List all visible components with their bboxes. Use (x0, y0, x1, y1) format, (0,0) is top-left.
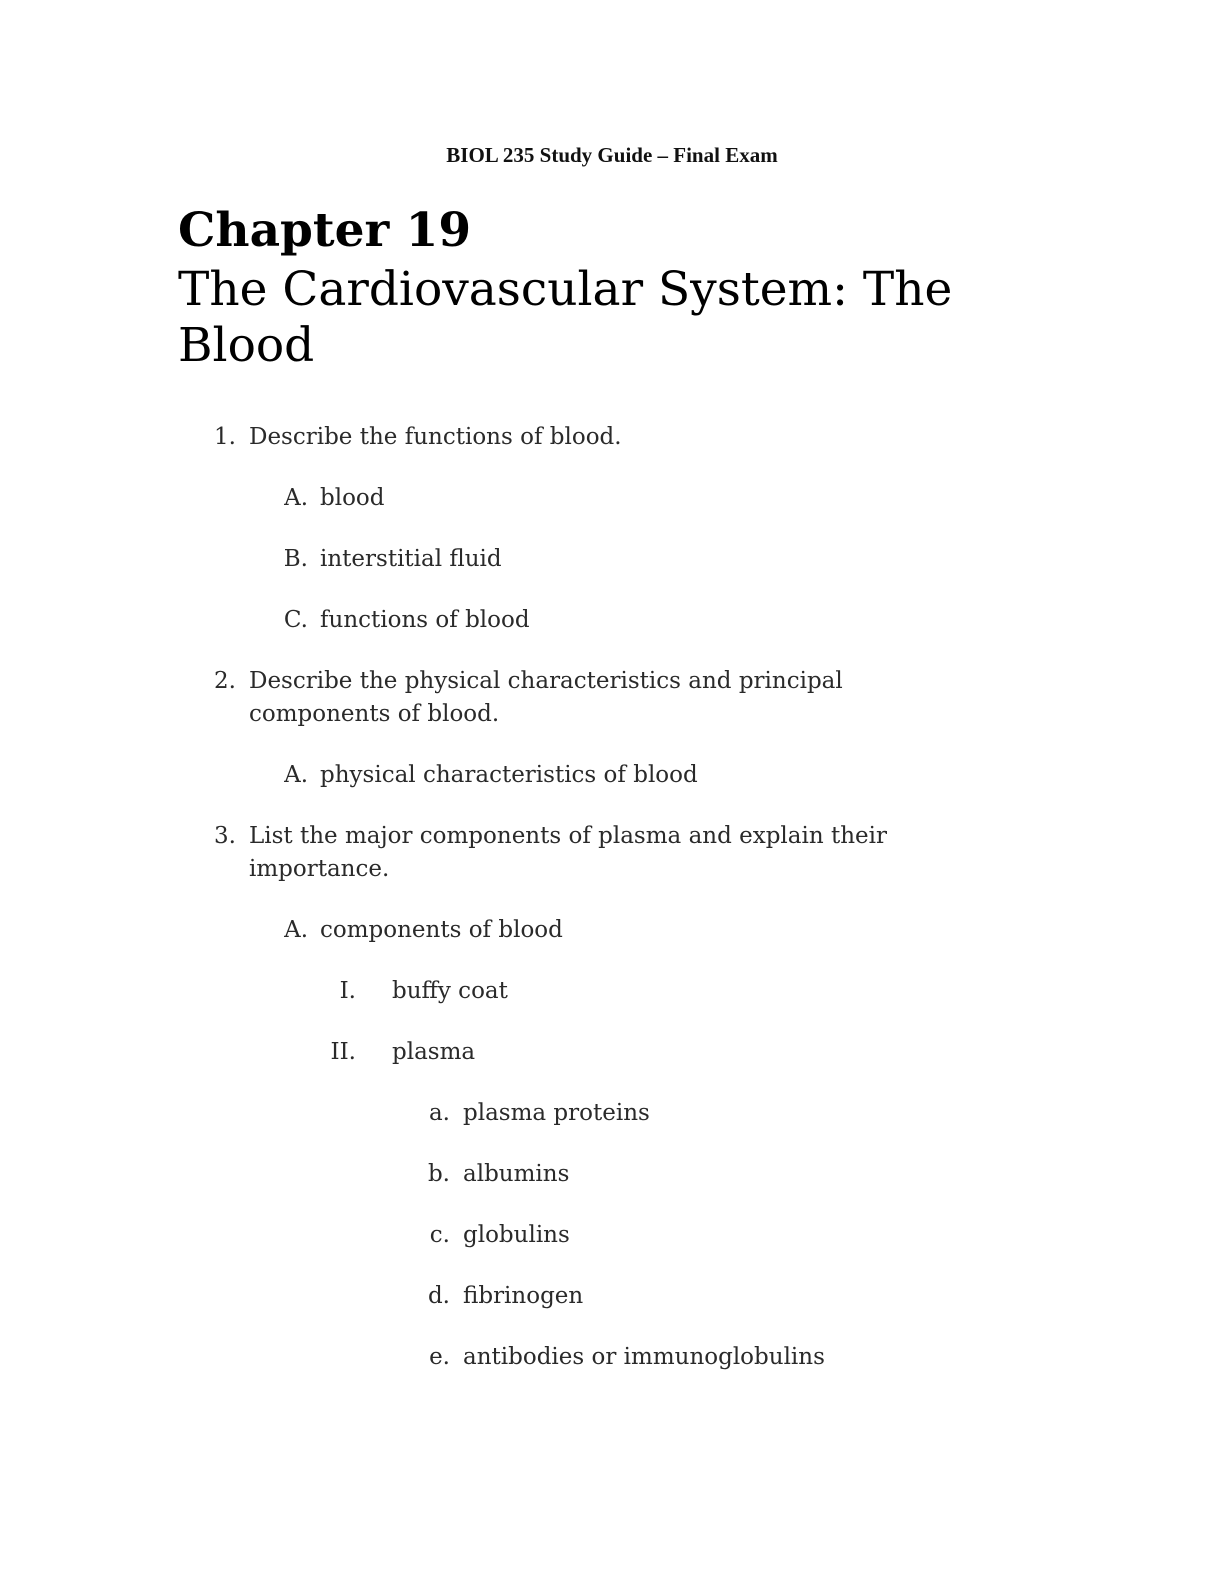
question-text: Describe the functions of blood. (249, 424, 622, 450)
list-item-text: blood (320, 485, 385, 511)
list-marker: II. (330, 1039, 356, 1065)
question-text: components of blood. (249, 701, 500, 727)
list-item-text: interstitial fluid (320, 546, 502, 572)
list-item-text: albumins (463, 1161, 570, 1187)
list-marker: c. (429, 1222, 450, 1248)
list-marker: A. (284, 762, 308, 788)
question-number: 2. (214, 668, 236, 694)
question-number: 3. (214, 823, 236, 849)
chapter-label: Chapter 19 (178, 203, 472, 258)
list-item-text: globulins (463, 1222, 570, 1248)
chapter-subtitle: The Cardiovascular System: The Blood (178, 262, 953, 373)
document-header: BIOL 235 Study Guide – Final Exam (446, 143, 778, 167)
list-item-text: physical characteristics of blood (320, 762, 698, 788)
question-text: Describe the physical characteristics and principal (249, 668, 843, 694)
question-text: importance. (249, 856, 390, 882)
list-marker: C. (283, 607, 308, 633)
list-item-text: buffy coat (392, 978, 508, 1004)
list-item-text: fibrinogen (463, 1283, 584, 1309)
list-item-text: plasma proteins (463, 1100, 650, 1126)
question-text: List the major components of plasma and explain their (249, 823, 888, 849)
list-marker: e. (429, 1344, 450, 1370)
list-item-text: functions of blood (320, 607, 530, 633)
list-marker: B. (283, 546, 308, 572)
list-item-text: plasma (392, 1039, 476, 1065)
list-marker: b. (427, 1161, 450, 1187)
list-marker: A. (284, 485, 308, 511)
list-marker: A. (284, 917, 308, 943)
list-item-text: components of blood (320, 917, 563, 943)
list-marker: a. (428, 1100, 450, 1126)
question-number: 1. (214, 424, 236, 450)
list-marker: d. (427, 1283, 450, 1309)
list-item-text: antibodies or immunoglobulins (463, 1344, 825, 1370)
list-marker: I. (339, 978, 356, 1004)
